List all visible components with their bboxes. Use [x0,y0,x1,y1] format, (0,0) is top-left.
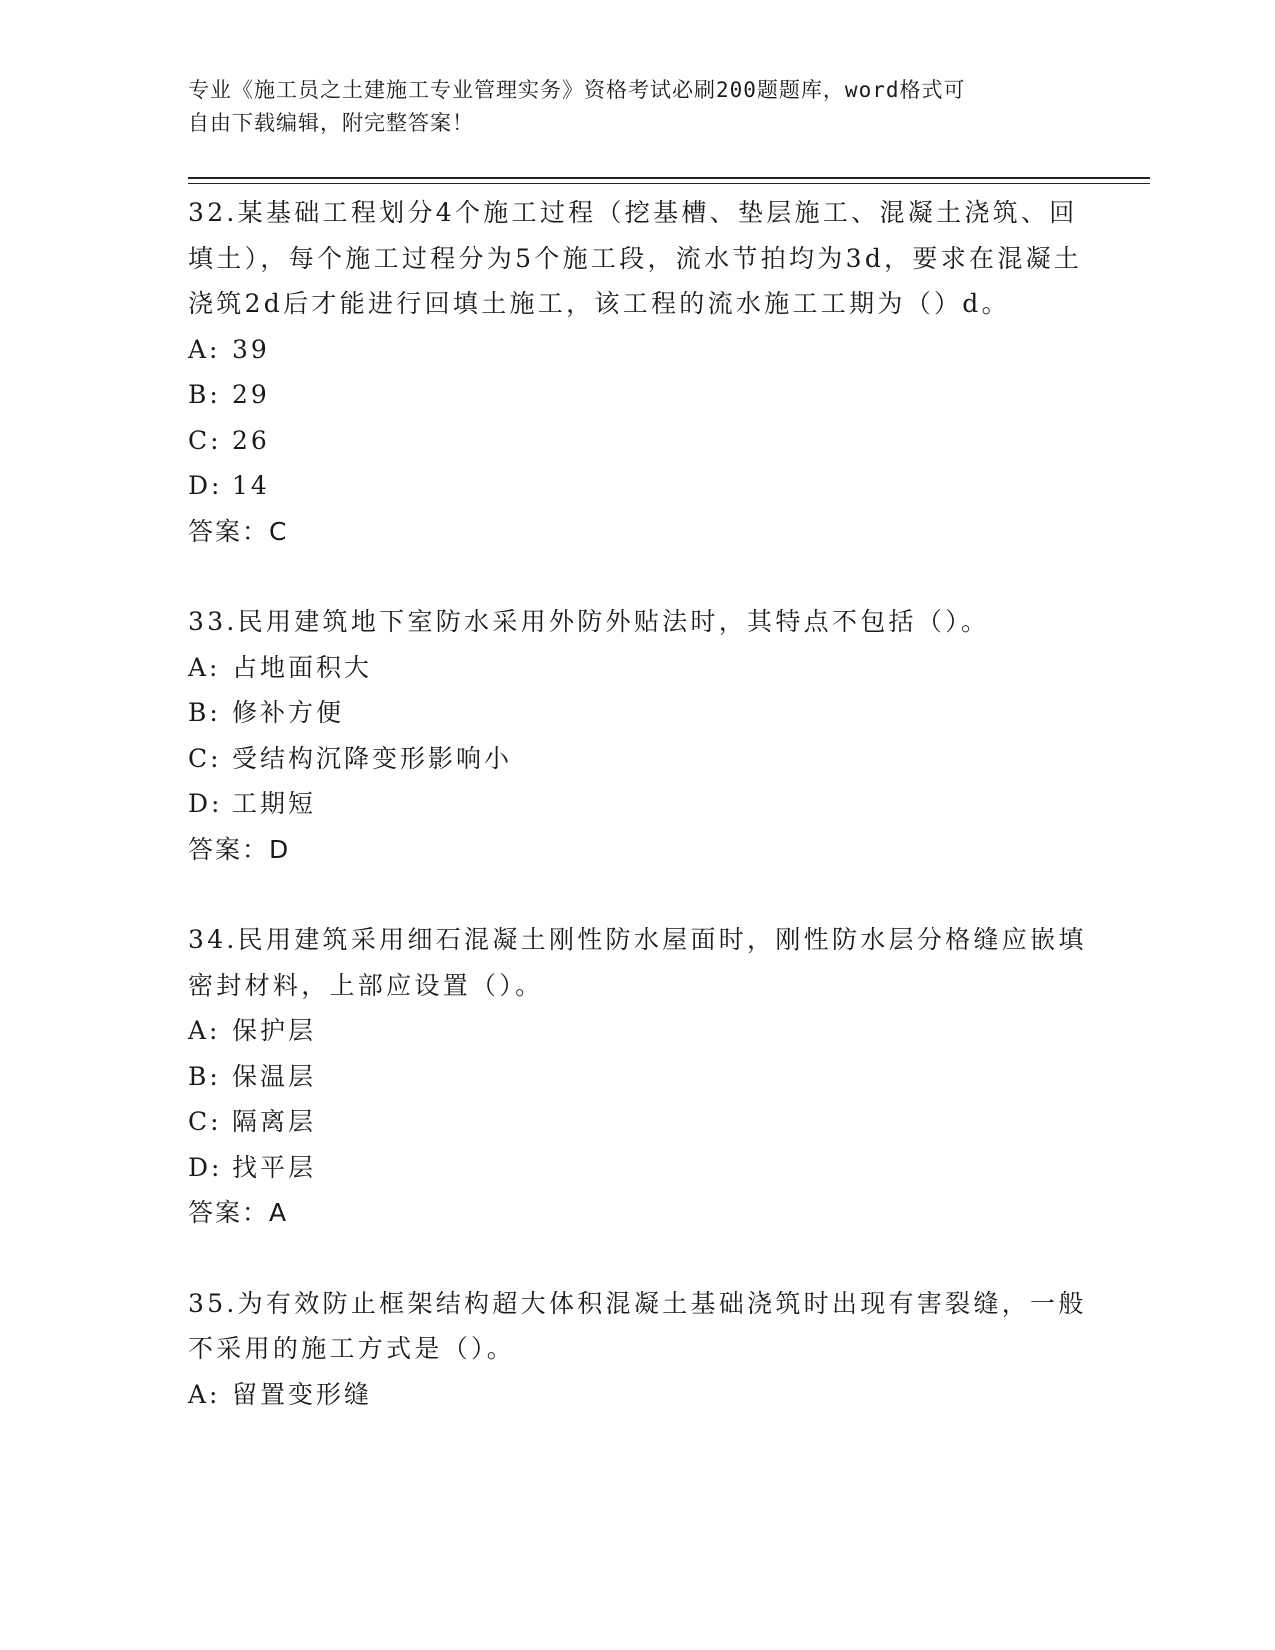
option-text: 保温层 [232,1061,317,1091]
option-a [188,327,1088,373]
answer-line: 答案：D [188,834,291,864]
header-line-1: 专业《施工员之土建施工专业管理实务》资格考试必刷200题题库，word格式可 [188,78,966,102]
header-divider-thick [188,177,1150,179]
header-divider-thin [188,183,1150,184]
option-text: 29 [232,380,270,409]
question-34 [188,917,1088,1236]
question-33 [188,599,1088,872]
option-c [188,1099,1088,1145]
option-letter: D: [188,789,223,818]
option-text: 14 [232,471,270,500]
option-c [188,736,1088,782]
option-letter: B: [188,1061,221,1091]
option-b [188,690,1088,736]
option-d [188,463,1088,509]
option-text: 隔离层 [232,1107,317,1136]
option-letter: D: [188,471,223,500]
option-letter: D: [188,1152,223,1182]
option-text: 26 [232,425,270,455]
header-line-2: 自由下载编辑，附完整答案！ [188,111,474,135]
option-letter: A: [188,1379,221,1409]
option-text: 工期短 [232,789,317,818]
question-text: 34.民用建筑采用细石混凝土刚性防水屋面时，刚性防水层分格缝应嵌填密封材料，上部应设置（）。 [188,925,1087,1000]
option-a [188,1008,1088,1054]
document-header [188,74,1068,140]
question-32 [188,190,1088,554]
option-letter: C: [188,743,222,773]
question-text: 35.为有效防止框架结构超大体积混凝土基础浇筑时出现有害裂缝，一般不采用的施工方式是（）。 [188,1288,1087,1363]
option-letter: A: [188,652,221,682]
option-a [188,645,1088,691]
option-b [188,1054,1088,1100]
option-c [188,418,1088,464]
question-text: 32.某基础工程划分4个施工过程（挖基槽、垫层施工、混凝土浇筑、回填土），每个施工过程分为5个施工段，流水节拍均为3d，要求在混凝土浇筑2d后才能进行回填土施工，该工程的流水施工工期为（）d。 [188,198,1083,318]
option-letter: A: [188,334,221,364]
option-d [188,1145,1088,1191]
option-text: 39 [232,334,270,364]
option-text: 找平层 [232,1152,317,1182]
option-a [188,1372,1088,1418]
option-text: 保护层 [232,1016,317,1045]
option-letter: B: [188,380,221,409]
option-text: 修补方便 [232,698,345,727]
question-list [188,190,1088,1462]
option-text: 受结构沉降变形影响小 [232,743,513,773]
option-text: 留置变形缝 [232,1379,373,1409]
option-letter: A: [188,1016,221,1045]
option-b [188,372,1088,418]
option-letter: C: [188,1107,222,1136]
question-text: 33.民用建筑地下室防水采用外防外贴法时，其特点不包括（）。 [188,607,990,636]
option-letter: B: [188,698,221,727]
answer-line: 答案：C [188,516,289,546]
option-text: 占地面积大 [232,652,373,682]
answer-line: 答案：A [188,1198,289,1227]
question-35 [188,1281,1088,1418]
option-letter: C: [188,425,222,455]
option-d [188,781,1088,827]
